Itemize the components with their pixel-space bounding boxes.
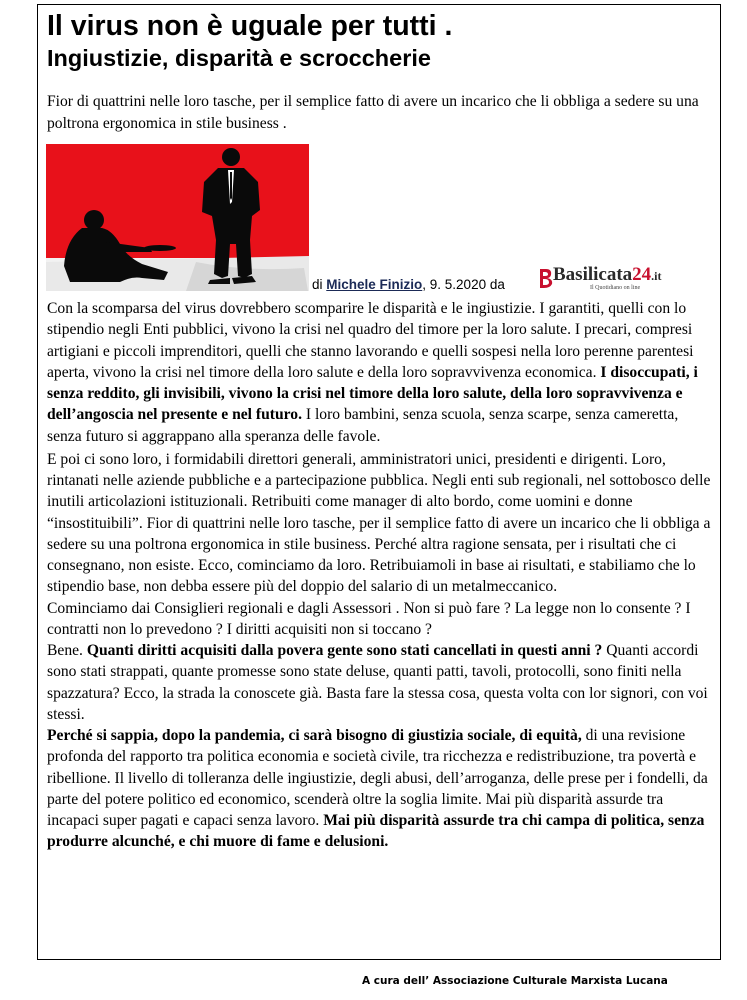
paragraph-3 bbox=[47, 598, 714, 641]
text-run: Bene. bbox=[47, 642, 87, 659]
source-logo[interactable] bbox=[537, 264, 669, 294]
title-dot: . bbox=[436, 10, 453, 42]
title-text: Il virus non è uguale per tutti bbox=[47, 10, 437, 42]
paragraph-1 bbox=[47, 298, 714, 447]
credit-date: , 9. 5.2020 da bbox=[422, 277, 505, 292]
text-run: I loro bambini, senza scuola, senza scarpe, senza cameretta, senza futuro si aggrappano alla speranza delle favole. bbox=[47, 406, 679, 445]
text-run: Cominciamo dai Consiglieri regionali e dagli Assessori . Non si può fare ? La legge non lo consente ? I contratti non lo prevedono ? I diritti acquisiti non si toccano ? bbox=[47, 599, 691, 638]
paragraph-4 bbox=[47, 640, 714, 725]
logo-tld: .it bbox=[651, 269, 662, 283]
article-body bbox=[47, 298, 714, 853]
paragraph-5 bbox=[47, 725, 714, 853]
text-run-bold: Perché si sappia, dopo la pandemia, ci sarà bisogno di giustizia sociale, di equità, bbox=[47, 727, 582, 744]
article-title bbox=[47, 11, 452, 42]
article-intro: Fior di quattrini nelle loro tasche, per il semplice fatto di avere un incarico che li obbliga a sedere su una poltrona ergonomica in stile business . bbox=[47, 93, 699, 132]
author-link[interactable]: Michele Finizio bbox=[326, 277, 423, 292]
text-run: Con la scomparsa del virus dovrebbero scomparire le disparità e le ingiustizie. I garantiti, quelli con lo stipendio negli Enti pubblici, vivono la crisi nel quadro del timore per la loro salute. I precari, compresi artigiani e piccoli imprenditori, quelli che stanno lavorando e quelli sospesi nella loro perenne parentesi aperta, vivono la crisi nel timore della loro salute e della loro sopravvivenza economica. bbox=[47, 300, 694, 381]
logo-number: 24 bbox=[632, 264, 652, 285]
article-subtitle: Ingiustizie, disparità e scroccherie bbox=[47, 45, 431, 71]
article-illustration bbox=[46, 144, 309, 291]
article-frame bbox=[37, 4, 721, 960]
text-run-bold: I disoccupati, i senza reddito, gli invisibili, vivono la crisi nel timore della loro salute, della loro sopravvivenza e dell’angoscia nel presente e nel futuro. bbox=[47, 363, 698, 424]
text-run: Quanti accordi sono stati strappati, quante promesse sono state deluse, quanti patti, tavoli, protocolli, sono finiti nella spazzatura? Ecco, la strada la conoscete già. Basta fare la stessa cosa, questa volta con lor signori, con voi stessi. bbox=[47, 642, 708, 723]
text-run-bold: Mai più disparità assurde tra chi campa di politica, senza produrre alcunché, e chi muore di fame e delusioni. bbox=[47, 812, 705, 851]
text-run: E poi ci sono loro, i formidabili direttori generali, amministratori unici, presidenti e dirigenti. Loro, rintanati nelle aziende pubbliche e a partecipazione pubblica. Negli enti sub regionali, nel sottobosco delle inutili articolazioni istituzionali. Retribuiti come manager di alto bordo, come uomini e donne “insostituibili”. Fior di quattrini nelle loro tasche, per il semplice fatto di avere un incarico che li obbliga a sedere su una poltrona ergonomica in stile business. Perché altra ragione sensata, per i risultati che ci consegnano, non esiste. Ecco, cominciamo da loro. Retribuiamoli in base ai risultati, e stabiliamo che lo stipendio base, non debba essere più del doppio del salario di un metalmeccanico. bbox=[47, 450, 711, 596]
footer-credit: A cura dell’ Associazione Culturale Marxista Lucana bbox=[362, 975, 668, 987]
logo-wordmark bbox=[553, 264, 662, 287]
logo-tagline: Il Quotidiano on line bbox=[590, 285, 641, 291]
text-run: di una revisione profonda del rapporto tra politica economia e società civile, tra ricchezza e redistribuzione, tra povertà e ribellione. Il livello di tolleranza delle ingiustizie, degli abusi, dell’arroganza, delle prese per i fondelli, da parte del potere politico ed economico, scenderà oltre la soglia limite. Mai più disparità assurde tra incapaci super pagati e capaci senza lavoro. bbox=[47, 727, 708, 829]
credit-prefix: di bbox=[312, 277, 327, 292]
paragraph-2 bbox=[47, 449, 714, 598]
logo-name: Basilicata bbox=[553, 264, 633, 285]
text-run-bold: Quanti diritti acquisiti dalla povera gente sono stati cancellati in questi anni ? bbox=[86, 642, 603, 659]
article-credit bbox=[312, 277, 505, 293]
